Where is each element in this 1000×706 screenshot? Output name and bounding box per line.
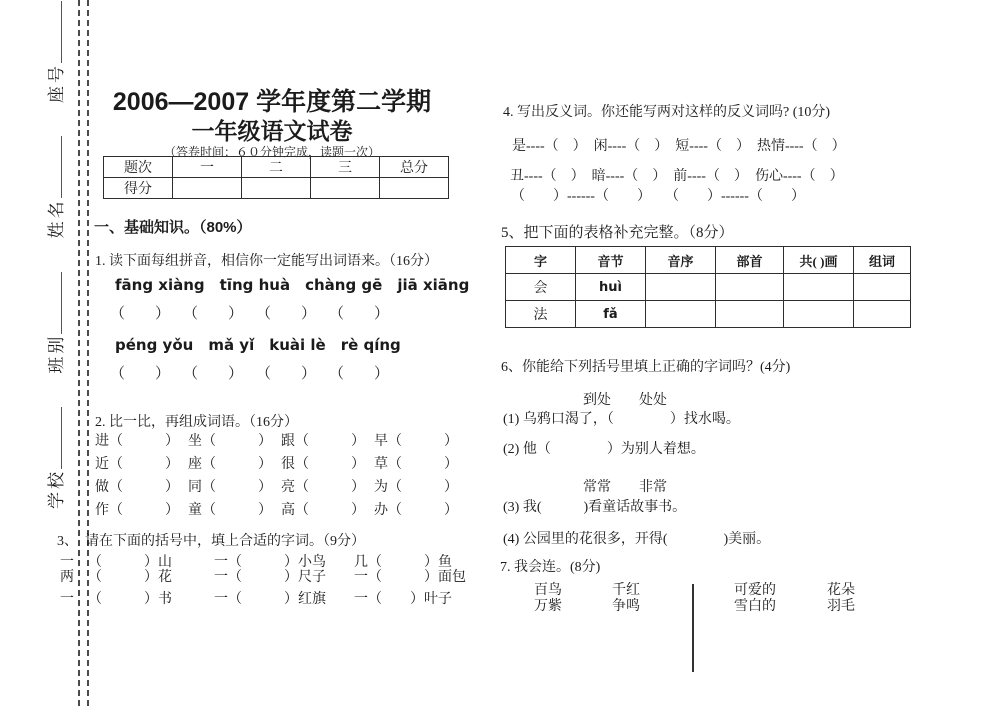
q1-pinyin-line2 [115,336,401,354]
q2-cell: 很（ ） [281,457,365,472]
q1-pinyin-word: fāng xiàng [115,276,205,294]
q2-cell: 坐（ ） [188,434,272,449]
margin-label-school: 学校 [47,469,66,509]
q3-row-rest: （ ）书 一（ ）红旗 一（ ）叶子 [88,592,452,607]
q3-row [60,593,452,607]
q2-cell: 作（ ） [95,503,179,518]
margin-underline [61,1,62,63]
score-header-timu: 题次 [104,157,173,178]
margin-field-name [42,136,67,238]
answer-brackets: （ ） [183,306,244,322]
q5-empty-cell [784,274,854,301]
q7-word: 可爱的 [734,583,776,598]
score-row-label: 得分 [104,178,173,199]
margin-label-seat: 座号 [47,63,66,104]
q5-empty-cell [646,301,716,328]
answer-brackets: （ ） [329,306,390,322]
q1-pinyin-line1 [115,276,469,294]
exam-title-line1: 2006—2007 学年度第二学期 [112,88,432,116]
q5-empty-cell [854,274,911,301]
q5-heading: 5、把下面的表格补充完整。（8分） [501,225,734,241]
q1-pinyin-word: mǎ yǐ [208,336,255,354]
q7-word: 羽毛 [827,599,855,614]
score-cell-empty [380,178,449,199]
q1-pinyin-word: jiā xiāng [397,276,470,294]
q5-header-radical: 部首 [716,247,784,274]
q4-heading: 4. 写出反义词。你还能写两对这样的反义词吗? (10分) [503,105,831,120]
q2-cell: 童（ ） [188,503,272,518]
q5-pinyin-cell: huì [576,274,646,301]
score-header-three: 三 [311,157,380,178]
q3-row [60,571,466,585]
q3-row-rest: （ ）花 一（ ）尺子 一（ ）面包 [88,570,466,585]
q5-pinyin-cell: fǎ [576,301,646,328]
q1-pinyin-word: tīng huà [219,276,291,294]
q7-word: 万紫 [534,599,562,614]
q6-item4: (4) 公园里的花很多，开得( )美丽。 [503,532,771,547]
exam-subtitle: （答卷时间：６０分钟完成，读题一次） [163,145,380,159]
margin-field-school [42,407,67,509]
section1-heading: 一、基础知识。（80%） [94,219,252,236]
q2-heading: 2. 比一比，再组成词语。（16分） [95,415,298,430]
answer-brackets: （ ） [110,306,171,322]
q5-header-char: 字 [506,247,576,274]
q2-cell: 做（ ） [95,480,179,495]
q7-word: 争鸣 [612,599,640,614]
q3-row-head: 两 [60,570,74,585]
margin-label-class: 班别 [47,333,66,374]
q7-word: 千红 [612,583,640,598]
q2-cell: 进（ ） [95,434,179,449]
q1-pinyin-word: kuài lè [269,336,326,354]
q2-cell: 座（ ） [188,457,272,472]
score-table [103,156,449,199]
q4-line1: 是----（ ） 闲----（ ） 短----（ ） 热情----（ ） [512,139,846,154]
q1-brackets-line1 [110,302,389,323]
score-header-total: 总分 [380,157,449,178]
q5-empty-cell [716,301,784,328]
q7-heading: 7. 我会连。(8分) [500,560,601,575]
q2-cell: 草（ ） [374,457,458,472]
q7-column-3 [734,583,776,615]
q6-item1: (1) 乌鸦口渴了，（ ）找水喝。 [503,412,740,427]
score-cell-empty [311,178,380,199]
q6-option-pair1: 到处 处处 [583,393,667,408]
q4-line2: 丑----（ ） 暗----（ ） 前----（ ） 伤心----（ ） [510,169,844,184]
exam-title-line2: 一年级语文试卷 [191,118,353,144]
q4-line3: （ ）------（ ） （ ）------（ ） [511,189,805,204]
q7-word: 百鸟 [534,583,562,598]
margin-underline [61,136,62,198]
q6-heading: 6、你能给下列括号里填上正确的字词吗？(4分) [501,360,791,375]
q3-row-rest: （ ）山 一（ ）小鸟 几（ ）鱼 [88,555,452,570]
score-cell-empty [242,178,311,199]
q5-header-initial: 音序 [646,247,716,274]
q6-option-pair2: 常常 非常 [583,480,667,495]
q7-divider-line [692,584,694,672]
score-header-one: 一 [173,157,242,178]
margin-underline [61,272,62,334]
q5-empty-cell [646,274,716,301]
q5-char-cell: 会 [506,274,576,301]
q5-header-word: 组词 [854,247,911,274]
q5-empty-cell [716,274,784,301]
q5-char-cell: 法 [506,301,576,328]
q3-row-head: 一 [60,555,74,570]
q2-cell: 亮（ ） [281,480,365,495]
q2-cell: 为（ ） [374,480,458,495]
q7-column-1 [534,583,562,615]
answer-brackets: （ ） [110,366,171,382]
q7-word: 雪白的 [734,599,776,614]
q7-word: 花朵 [827,583,855,598]
q5-header-syllable: 音节 [576,247,646,274]
q5-header-strokes: 共( )画 [784,247,854,274]
q7-column-4 [827,583,855,615]
margin-field-class [42,272,67,374]
student-info-margin [42,1,68,509]
q3-heading-line [57,530,365,550]
q2-cell: 跟（ ） [281,434,365,449]
q5-character-table [505,246,911,328]
q2-cell: 近（ ） [95,457,179,472]
q2-cell: 早（ ） [374,434,458,449]
score-header-two: 二 [242,157,311,178]
q1-heading: 1. 读下面每组拼音，相信你一定能写出词语来。（16分） [95,254,438,269]
answer-brackets: （ ） [256,306,317,322]
margin-label-name: 姓名 [47,198,66,239]
q5-empty-cell [854,301,911,328]
q2-word-grid [95,435,467,518]
answer-brackets: （ ） [256,366,317,382]
score-cell-empty [173,178,242,199]
q3-number: 3、 [57,534,78,549]
q6-item3: (3) 我( )看童话故事书。 [503,500,687,515]
q1-pinyin-word: rè qíng [340,336,401,354]
q1-pinyin-word: péng yǒu [115,336,194,354]
answer-brackets: （ ） [183,366,244,382]
answer-brackets: （ ） [329,366,390,382]
q2-cell: 高（ ） [281,503,365,518]
q7-column-2 [612,583,640,615]
q3-heading: 请在下面的括号中，填上合适的字词。（9分） [85,534,365,549]
q2-cell: 办（ ） [374,503,458,518]
q3-row-head: 一 [60,592,74,607]
margin-field-seat [42,1,67,103]
q2-cell: 同（ ） [188,480,272,495]
q1-pinyin-word: chàng gē [305,276,383,294]
q3-row [60,556,452,570]
margin-underline [61,407,62,469]
q6-item2: (2) 他（ ）为别人着想。 [503,442,705,457]
q1-brackets-line2 [110,362,389,383]
q5-empty-cell [784,301,854,328]
